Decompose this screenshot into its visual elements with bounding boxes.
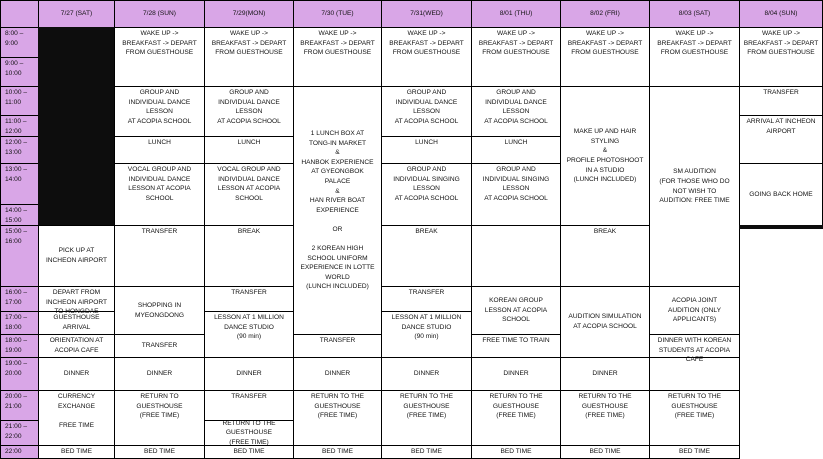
time-slot-label: 18:00 – 19:00 (0, 334, 39, 358)
activity-cell: CURRENCY EXCHANGE FREE TIME (38, 390, 115, 446)
day-header: 8/04 (SUN) (739, 0, 823, 28)
activity-cell: LESSON AT 1 MILLION DANCE STUDIO (90 min) (204, 311, 294, 358)
time-slot-label: 13:00 – 14:00 (0, 163, 39, 205)
activity-cell: BREAK (204, 225, 294, 287)
activity-cell: MAKE UP AND HAIR STYLING & PROFILE PHOTOSHOOT IN A STUDIO (LUNCH INCLUDED) (560, 86, 650, 226)
time-slot-label: 10:00 – 11:00 (0, 86, 39, 116)
activity-cell: KOREAN GROUP LESSON AT ACOPIA SCHOOL (471, 286, 561, 335)
activity-cell: GROUP AND INDIVIDUAL DANCE LESSON AT ACOPIA SCHOOL (471, 86, 561, 137)
activity-cell: LUNCH (471, 136, 561, 164)
corner-cell (0, 0, 39, 28)
activity-cell: PICK UP AT INCHEON AIRPORT (38, 225, 115, 287)
activity-cell: GOING BACK HOME (739, 163, 823, 226)
time-slot-label: 16:00 – 17:00 (0, 286, 39, 312)
activity-cell: WAKE UP -> BREAKFAST -> DEPART FROM GUESTHOUSE (739, 27, 823, 87)
activity-cell: RETURN TO THE GUESTHOUSE (FREE TIME) (471, 390, 561, 446)
unavailable-block (739, 225, 823, 229)
activity-cell: LUNCH (204, 136, 294, 164)
activity-cell: SHOPPING IN MYEONGDONG (114, 286, 205, 335)
activity-cell: TRANSFER (204, 286, 294, 312)
activity-cell: DINNER (38, 357, 115, 391)
activity-cell: TRANSFER (204, 390, 294, 421)
time-slot-label: 11:00 – 12:00 (0, 115, 39, 137)
activity-cell: RETURN TO THE GUESTHOUSE (FREE TIME) (204, 420, 294, 446)
activity-cell: GROUP AND INDIVIDUAL DANCE LESSON AT ACOPIA SCHOOL (381, 86, 472, 137)
time-slot-label: 21:00 – 22:00 (0, 420, 39, 446)
activity-cell: GROUP AND INDIVIDUAL SINGING LESSON AT ACOPIA SCHOOL (381, 163, 472, 226)
time-slot-label: 12:00 – 13:00 (0, 136, 39, 164)
activity-cell: BED TIME (381, 445, 472, 459)
time-slot-label: 20:00 – 21:00 (0, 390, 39, 421)
day-header: 8/02 (FRI) (560, 0, 650, 28)
activity-cell (649, 357, 740, 391)
activity-cell (471, 225, 561, 287)
time-slot-label: 17:00 – 18:00 (0, 311, 39, 335)
time-slot-label: 14:00 – 15:00 (0, 204, 39, 226)
activity-cell: ARRIVAL AT INCHEON AIRPORT (739, 115, 823, 164)
activity-cell: WAKE UP -> BREAKFAST -> DEPART FROM GUESTHOUSE (204, 27, 294, 87)
activity-cell: DINNER (560, 357, 650, 391)
activity-cell: RETURN TO THE GUESTHOUSE (FREE TIME) (560, 390, 650, 446)
activity-cell: BED TIME (471, 445, 561, 459)
activity-cell: TRANSFER (739, 86, 823, 116)
activity-cell: GROUP AND INDIVIDUAL SINGING LESSON AT ACOPIA SCHOOL (471, 163, 561, 226)
activity-cell: FREE TIME TO TRAIN (471, 334, 561, 358)
activity-cell: GROUP AND INDIVIDUAL DANCE LESSON AT ACOPIA SCHOOL (114, 86, 205, 137)
activity-cell: BED TIME (114, 445, 205, 459)
activity-cell: WAKE UP -> BREAKFAST -> DEPART FROM GUESTHOUSE (381, 27, 472, 87)
time-slot-label: 19:00 – 20:00 (0, 357, 39, 391)
day-header: 8/03 (SAT) (649, 0, 740, 28)
activity-cell: 1 LUNCH BOX AT TONG-IN MARKET & HANBOK EXPERIENCE AT GYEONGBOK PALACE & HAN RIVER BOAT EXPERIENCE OR 2 KOREAN HIGH SCHOOL UNIFORM EXPERIENCE IN LOTTE WORLD (LUNCH INCLUDED) (293, 86, 382, 335)
activity-cell: BREAK (381, 225, 472, 287)
activity-cell: RETURN TO THE GUESTHOUSE (FREE TIME) (293, 390, 382, 446)
day-header: 7/28 (SUN) (114, 0, 205, 28)
activity-cell: GUESTHOUSE ARRIVAL (38, 311, 115, 335)
activity-cell: WAKE UP -> BREAKFAST -> DEPART FROM GUESTHOUSE (649, 27, 740, 87)
activity-cell: RETURN TO THE GUESTHOUSE (FREE TIME) (381, 390, 472, 446)
activity-cell: DINNER (293, 357, 382, 391)
time-slot-label: 8:00 – 9:00 (0, 27, 39, 58)
activity-cell: BED TIME (560, 445, 650, 459)
activity-cell: SM AUDITION (FOR THOSE WHO DO NOT WISH TO AUDITION: FREE TIME (649, 86, 740, 287)
unavailable-block (38, 27, 115, 226)
activity-cell: AUDITION SIMULATION AT ACOPIA SCHOOL (560, 286, 650, 358)
activity-cell: VOCAL GROUP AND INDIVIDUAL DANCE LESSON AT ACOPIA SCHOOL (114, 163, 205, 226)
day-header: 7/30 (TUE) (293, 0, 382, 28)
activity-cell: LESSON AT 1 MILLION DANCE STUDIO (90 min) (381, 311, 472, 358)
activity-cell: WAKE UP -> BREAKFAST -> DEPART FROM GUESTHOUSE (471, 27, 561, 87)
activity-cell: DINNER (204, 357, 294, 391)
activity-cell: BED TIME (204, 445, 294, 459)
activity-cell: BREAK (560, 225, 650, 287)
day-header: 7/27 (SAT) (38, 0, 115, 28)
activity-cell: TRANSFER (381, 286, 472, 312)
activity-cell: DINNER (114, 357, 205, 391)
activity-cell: DINNER (381, 357, 472, 391)
activity-cell: TRANSFER (114, 225, 205, 287)
activity-cell: LUNCH (114, 136, 205, 164)
activity-cell: LUNCH (381, 136, 472, 164)
day-header: 8/01 (THU) (471, 0, 561, 28)
activity-cell: ORIENTATION AT ACOPIA CAFE (38, 334, 115, 358)
activity-cell: WAKE UP -> BREAKFAST -> DEPART FROM GUESTHOUSE (293, 27, 382, 87)
day-header: 7/31(WED) (381, 0, 472, 28)
activity-cell: RETURN TO GUESTHOUSE (FREE TIME) (114, 390, 205, 446)
activity-cell: RETURN TO THE GUESTHOUSE (FREE TIME) (649, 390, 740, 446)
activity-cell: VOCAL GROUP AND INDIVIDUAL DANCE LESSON AT ACOPIA SCHOOL (204, 163, 294, 226)
activity-cell: DINNER WITH KOREAN STUDENTS AT ACOPIA CAFE (649, 334, 740, 358)
time-slot-label: 15:00 – 16:00 (0, 225, 39, 287)
activity-cell: GROUP AND INDIVIDUAL DANCE LESSON AT ACOPIA SCHOOL (204, 86, 294, 137)
activity-cell: BED TIME (293, 445, 382, 459)
activity-cell: TRANSFER (114, 334, 205, 358)
day-header: 7/29(MON) (204, 0, 294, 28)
activity-cell: BED TIME (649, 445, 740, 459)
activity-cell: ACOPIA JOINT AUDITION (ONLY APPLICANTS) (649, 286, 740, 335)
activity-cell: WAKE UP -> BREAKFAST -> DEPART FROM GUESTHOUSE (560, 27, 650, 87)
activity-cell: DINNER (471, 357, 561, 391)
activity-cell: TRANSFER (293, 334, 382, 358)
time-slot-label: 9:00 – 10:00 (0, 57, 39, 87)
time-slot-label: 22:00 (0, 445, 39, 459)
activity-cell: WAKE UP -> BREAKFAST -> DEPART FROM GUESTHOUSE (114, 27, 205, 87)
activity-cell: BED TIME (38, 445, 115, 459)
activity-cell: DEPART FROM INCHEON AIRPORT TO HONGDAE (38, 286, 115, 312)
